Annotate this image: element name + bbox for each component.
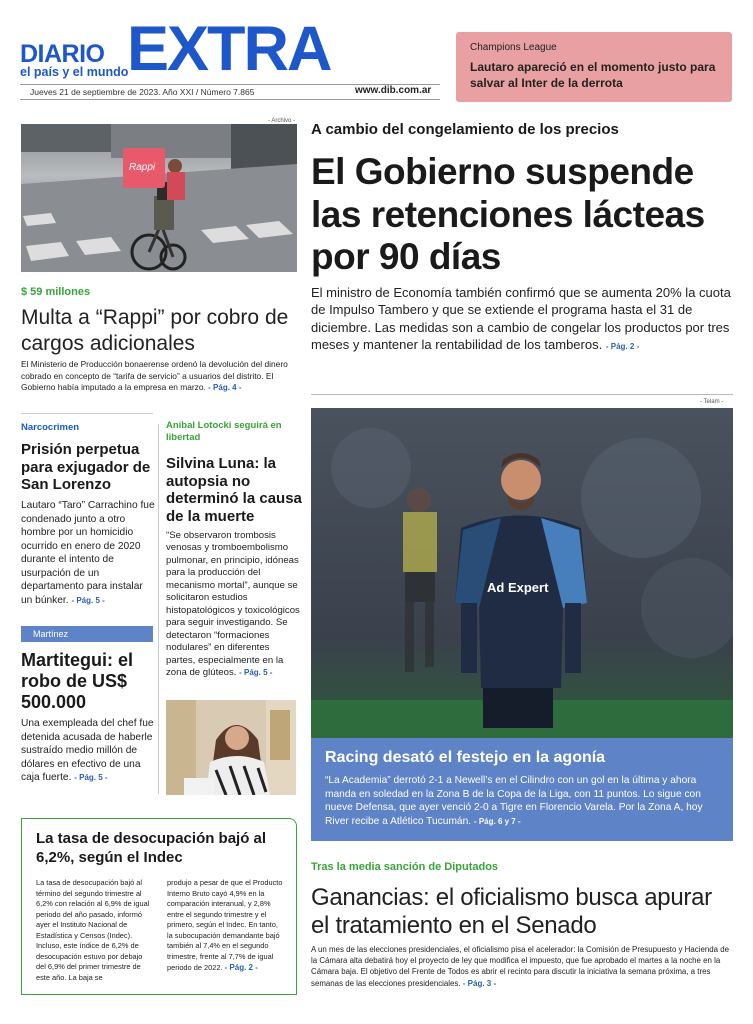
rappi-kicker: $ 59 millones xyxy=(21,286,91,298)
logo-diario: DIARIO xyxy=(20,40,105,68)
narco-body: Lautaro “Taro” Carrachino fue condenado junto a otro hombre por un homicidio ocurrido en enero de 2020 durante el intento de usurpación de un departamento para instalar un búnker. - Pág. 5 - xyxy=(21,500,155,606)
lead-headline[interactable]: El Gobierno suspende las retenciones lácteas por 90 días xyxy=(311,151,705,278)
rappi-page-ref: - Pág. 4 - xyxy=(208,383,242,393)
luna-headline[interactable]: Silvina Luna: la autopsia no determinó la causa de la muerte xyxy=(166,455,302,526)
rappi-photo-credit: - Archivo - xyxy=(268,118,296,124)
luna-body: “Se observaron trombosis venosas y tromboembolismo pulmonar, en principio, idóneas para la producción del mecanismo mortal”, aunque se solicitaron estudios histopatológicos y toxicológicos para seguir investigando. Se detectaron “formaciones nodulares” en diferentes partes, especialmente en la zona de glúteos. - Pág. 5 - xyxy=(166,530,300,679)
champions-tag: Champions League xyxy=(470,42,557,53)
rappi-headline[interactable]: Multa a “Rappi” por cobro de cargos adicionales xyxy=(21,306,289,355)
dateline: Jueves 21 de septiembre de 2023. Año XXI / Número 7.865 xyxy=(30,87,255,97)
martitegui-body: Una exempleada del chef fue detenida acusada de haberle sustraído medio millón de dólares en efectivo de una caja fuerte. - Pág. 5 - xyxy=(21,718,154,784)
narco-headline[interactable]: Prisión perpetua para exjugador de San Lorenzo xyxy=(21,441,151,494)
divider xyxy=(311,394,733,395)
luna-kicker: Aníbal Lotocki seguirá en libertad xyxy=(166,420,282,444)
racing-headline[interactable]: Racing desató el festejo en la agonía xyxy=(325,749,606,766)
logo-tagline: el país y el mundo xyxy=(20,65,129,79)
racing-page-ref: - Pág. 6 y 7 - xyxy=(473,816,521,826)
logo-extra: EXTRA xyxy=(127,14,331,84)
narco-page-ref: - Pág. 5 - xyxy=(71,595,105,605)
martitegui-headline[interactable]: Martitegui: el robo de US$ 500.000 xyxy=(21,650,134,713)
ganancias-headline[interactable]: Ganancias: el oficialismo busca apurar el tratamiento en el Senado xyxy=(311,884,712,940)
site-url[interactable]: www.dib.com.ar xyxy=(355,85,432,96)
ganancias-kicker: Tras la media sanción de Diputados xyxy=(311,861,499,873)
column-divider xyxy=(158,424,159,794)
desocupacion-page-ref: - Pág. 2 - xyxy=(224,963,258,973)
desocupacion-col2: produjo a pesar de que el Producto Interno Bruto cayó 4,9% en la comparación interanual, y 2,8% entre el segundo trimestre y el primero, según el Indec. En tanto, la subocupación demandante bajó también al 7,4% en el segundo trimestre, frente al 7,7% de igual periodo de 2022. - Pág. 2 - xyxy=(167,878,283,973)
narco-kicker: Narcocrimen xyxy=(21,422,80,433)
martitegui-kicker: Martínez xyxy=(33,629,69,639)
racing-photo xyxy=(311,408,733,738)
martitegui-photo xyxy=(166,700,296,795)
lead-kicker: A cambio del congelamiento de los precios xyxy=(311,121,619,138)
rappi-bag-logo: Rappi xyxy=(129,162,156,173)
lead-page-ref: - Pág. 2 - xyxy=(605,341,640,351)
champions-headline[interactable]: Lautaro apareció en el momento justo para salvar al Inter de la derrota xyxy=(470,60,716,90)
rappi-body: El Ministerio de Producción bonaerense ordenó la devolución del dinero cobrado en concepto de “tarifa de servicio” a usuarios del distrito. El Gobierno había imputado a la empresa en marzo. - Pág. 4 - xyxy=(21,359,288,393)
luna-page-ref: - Pág. 5 - xyxy=(239,668,273,678)
lead-body: El ministro de Economía también confirmó que se aumenta 20% la cuota de Impulso Tambero y que se extiende el programa hasta el 31 de diciembre. Las medidas son a cambio de congelar los productos por tres meses y mantener la rentabilidad de los tamberos. - Pág. 2 - xyxy=(311,285,731,352)
ganancias-page-ref: - Pág. 3 - xyxy=(462,978,497,988)
ganancias-body: A un mes de las elecciones presidenciales, el oficialismo pisa el acelerador: la Comisión de Presupuesto y Hacienda de la Cámara alta debatirá hoy el proyecto de ley que modifica el impuesto, que fue aprobado el martes a la noche en la Cámara baja. El objetivo del Frente de Todos es abrir el recinto para discutir la iniciativa la semana próxima, a tres semanas de las elecciones presidenciales. - Pág. 3 - xyxy=(311,945,729,988)
rappi-photo xyxy=(21,124,297,272)
racing-body: “La Academia” derrotó 2-1 a Newell’s en el Cilindro con un gol en la última y ahora manda en soledad en la Zona B de la Copa de la Liga, con 11 puntos. Lo sigue con nueve Defensa, que ayer venció 2-0 a Tigre en Florencio Varela. Por la Zona A, hoy River recibe a Atlético Tucumán. - Pág. 6 y 7 - xyxy=(325,775,703,827)
desocupacion-headline[interactable]: La tasa de desocupación bajó al 6,2%, según el Indec xyxy=(36,830,267,866)
divider xyxy=(21,413,153,414)
martitegui-page-ref: - Pág. 5 - xyxy=(74,773,108,783)
racing-photo-credit: - Telam - xyxy=(700,399,724,405)
desocupacion-col1: La tasa de desocupación bajó al término del segundo trimestre al 6,2% con relación al 6,9% de igual periodo del año pasado, informó ayer el Instituto Nacional de Estadística y Censos (Indec). Incluso, este índice de 6,2% de desocupación estuvo por debajo del 6,9% del primer trimestre de este año. La baja se xyxy=(36,878,150,982)
jersey-sponsor: Ad Expert xyxy=(487,580,549,595)
